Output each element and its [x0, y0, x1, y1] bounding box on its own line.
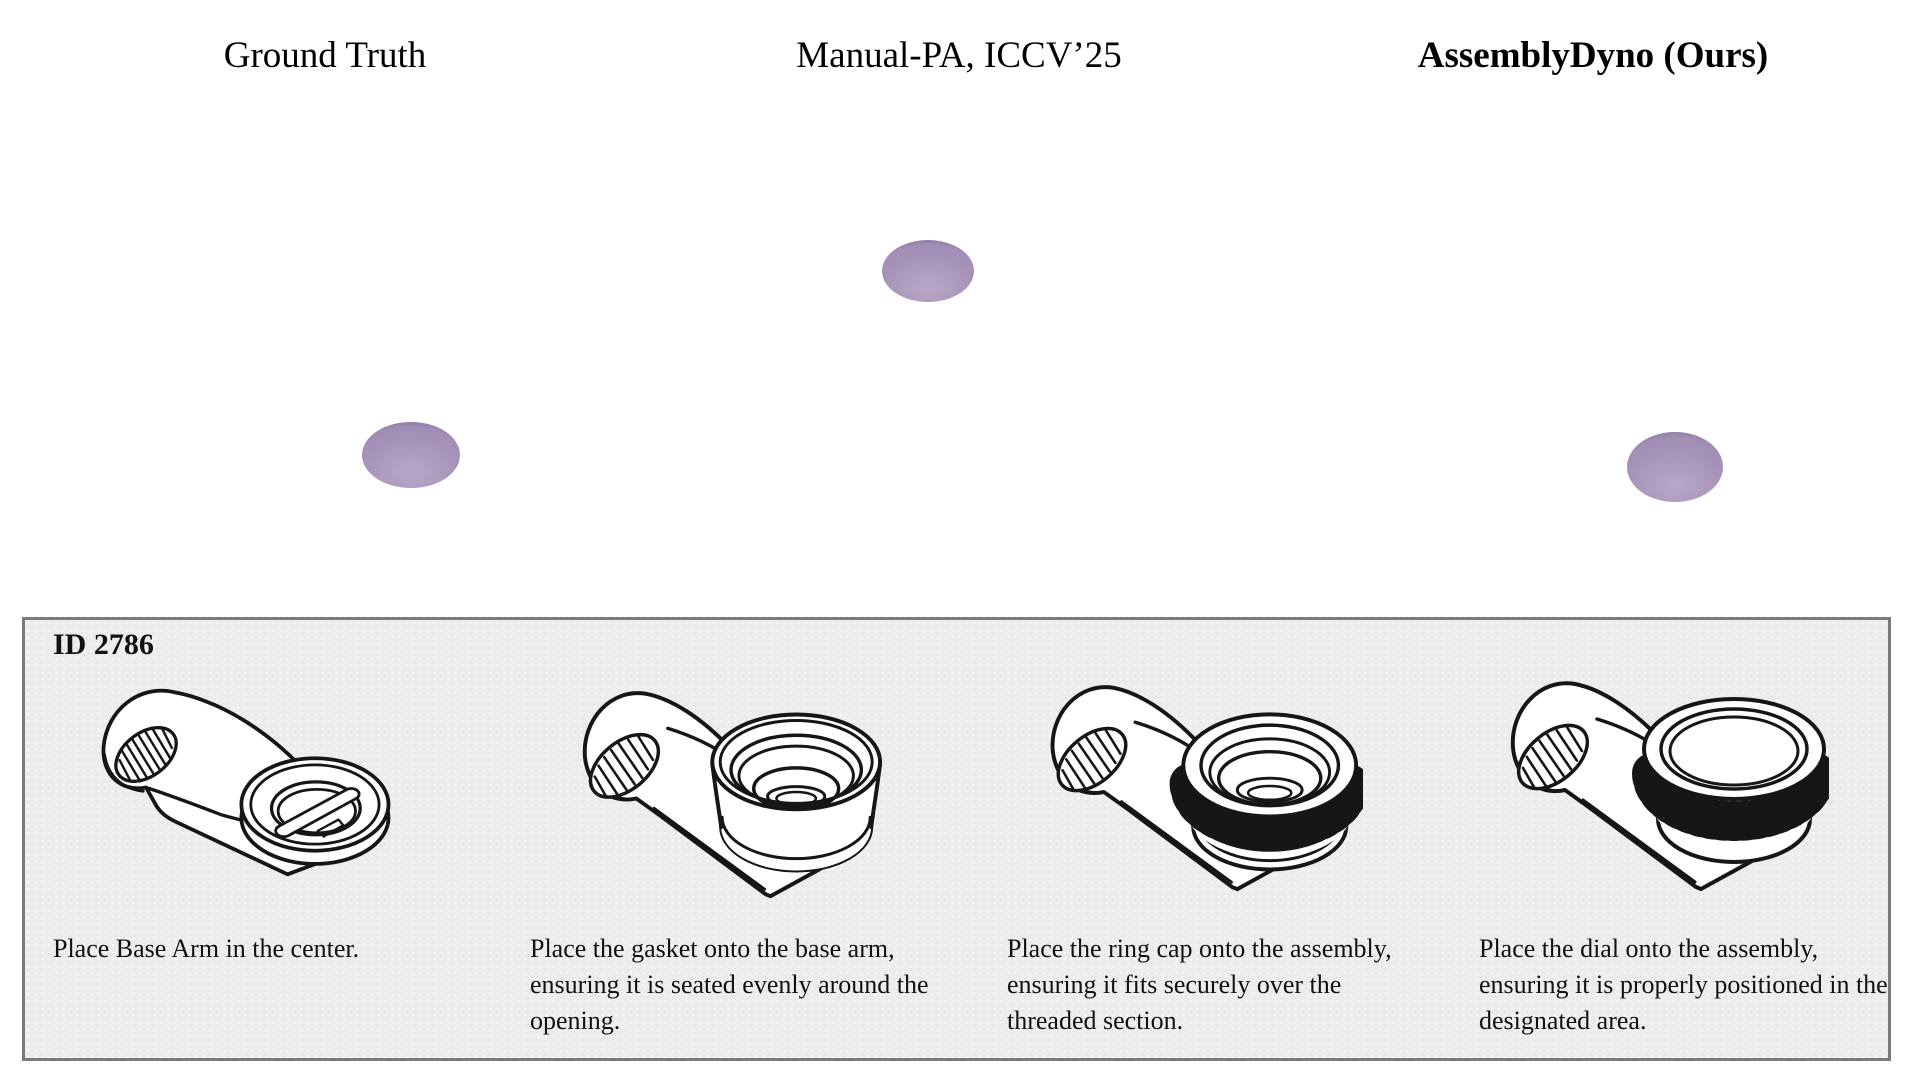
- instruction-panel: [22, 617, 1891, 1061]
- column-header-manual-pa: Manual-PA, ICCV’25: [796, 35, 1122, 76]
- base-arm-dial-drawing: [1499, 669, 1829, 902]
- part-disc-manual-pa: [882, 240, 974, 302]
- step-caption-4: Place the dial onto the assembly, ensuring it is properly positioned in the designated area.: [1479, 934, 1888, 1035]
- panel-id-label: ID 2786: [53, 628, 154, 661]
- column-header-ground-truth: Ground Truth: [223, 35, 427, 76]
- column-header-assemblydyno: AssemblyDyno (Ours): [1417, 35, 1769, 76]
- base-arm-ring-cap-drawing: [1039, 673, 1363, 902]
- step-caption-1: Place Base Arm in the center.: [53, 934, 360, 963]
- part-disc-ground-truth: [362, 422, 460, 488]
- step-caption-3: Place the ring cap onto the assembly, ensuring it fits securely over the threaded section.: [1007, 934, 1392, 1035]
- step-caption-2: Place the gasket onto the base arm, ensuring it is seated evenly around the opening.: [530, 934, 929, 1035]
- part-disc-assemblydyno: [1627, 432, 1723, 502]
- base-arm-gasket-drawing: [571, 679, 897, 909]
- base-arm-drawing: [91, 679, 403, 896]
